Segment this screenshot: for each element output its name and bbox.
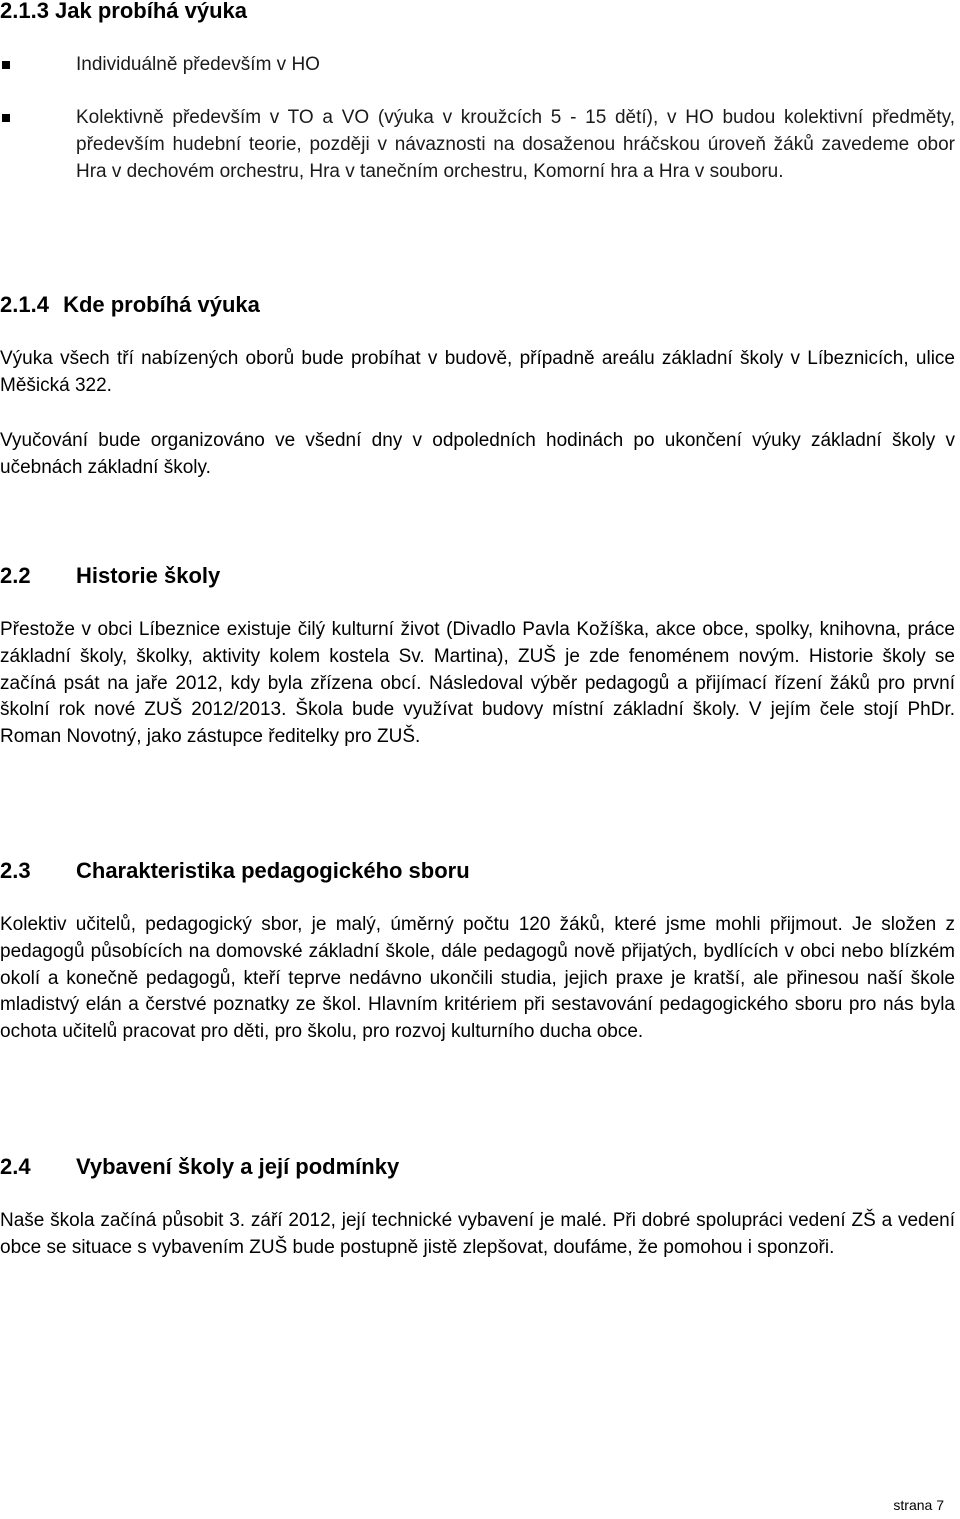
heading-2-1-3: 2.1.3 Jak probíhá výuka <box>0 0 248 23</box>
section-number: 2.4 <box>0 1154 31 1179</box>
page-number: strana 7 <box>893 1497 944 1513</box>
paragraph-schedule: Vyučování bude organizováno ve všední dny v odpoledních hodinách po ukončení výuky základní školy v učebnách základní školy. <box>0 430 955 478</box>
section-number: 2.2 <box>0 563 31 588</box>
paragraph-history: Přestože v obci Líbeznice existuje čilý kulturní život (Divadlo Pavla Kožíška, akce obce, spolky, knihovna, práce základní školy, školky, aktivity kolem kostela Sv. Martina), ZUŠ je zde fenoménem novým. Historie školy se začíná psát na jaře 2012, kdy byla zřízena obcí. Následoval výběr pedagogů a přijímací řízení žáků pro první školní rok nové ZUŠ 2012/2013. Škola bude využívat budovy místní základní školy. V jejím čele stojí PhDr. Roman Novotný, jako zástupce ředitelky pro ZUŠ. <box>0 619 955 748</box>
heading-2-2 <box>0 563 220 589</box>
paragraph-equipment: Naše škola začíná působit 3. září 2012, její technické vybavení je malé. Při dobré spolupráci vedení ZŠ a vedení obce se situace s vybavením ZUŠ bude postupně jistě zlepšovat, doufáme, že pomohou i sponzoři. <box>0 1210 955 1258</box>
heading-2-4 <box>0 1154 399 1180</box>
section-title: Charakteristika pedagogického sboru <box>76 858 470 883</box>
heading-2-3 <box>0 858 470 884</box>
section-title: Kde probíhá výuka <box>63 292 260 317</box>
paragraph-location: Výuka všech tří nabízených oborů bude probíhat v budově, případně areálu základní školy v Líbeznicích, ulice Měšická 322. <box>0 348 955 396</box>
section-title: Vybavení školy a její podmínky <box>76 1154 400 1179</box>
bullet-text: Kolektivně především v TO a VO (výuka v kroužcích 5 - 15 dětí), v HO budou kolektivní předměty, především hudební teorie, později v návaznosti na dosaženou hráčskou úroveň žáků zavedeme obor Hra v dechovém orchestru, Hra v tanečním orchestru, Komorní hra a Hra v souboru. <box>76 107 955 182</box>
section-number: 2.1.4 <box>0 292 49 317</box>
heading-2-1-4 <box>0 292 260 318</box>
bullet-square-icon <box>2 114 10 122</box>
paragraph-staff: Kolektiv učitelů, pedagogický sbor, je malý, úměrný počtu 120 žáků, které jsme mohli přijmout. Je složen z pedagogů působících na domovské základní škole, dále pedagogů nově přijatých, bydlících v obci nebo blízkém okolí a konečně pedagogů, kteří teprve nedávno ukončili studia, jejich praxe je kratší, ale přinesou naší škole mladistvý elán a čerstvé poznatky ze škol. Hlavním kritériem při sestavování pedagogického sboru pro nás byla ochota učitelů pracovat pro děti, pro školu, pro rozvoj kulturního ducha obce. <box>0 914 955 1043</box>
section-number: 2.3 <box>0 858 31 883</box>
bullet-square-icon <box>2 61 10 69</box>
bullet-text: Individuálně především v HO <box>76 54 320 75</box>
section-title: Historie školy <box>76 563 221 588</box>
